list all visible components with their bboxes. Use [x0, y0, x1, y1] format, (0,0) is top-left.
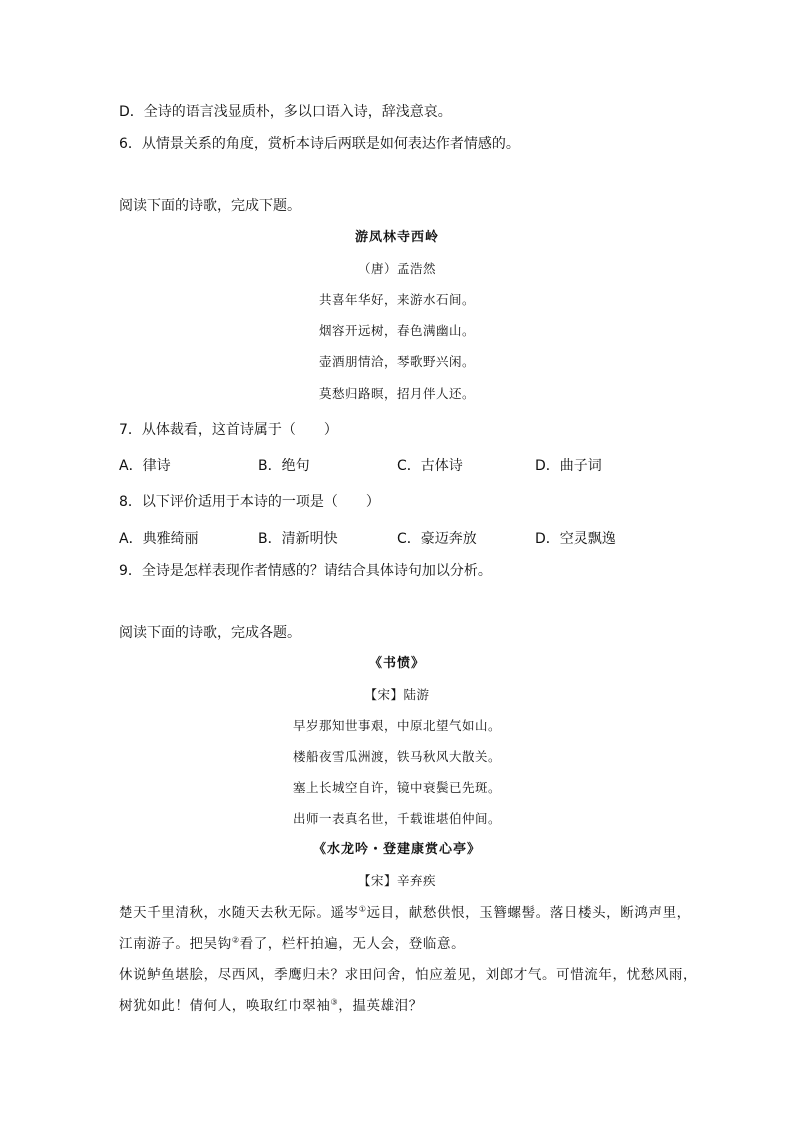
q7-option-d: D．曲子词 [535, 458, 602, 474]
poem-line: 烟容开远树，春色满幽山。 [318, 323, 475, 338]
section1-intro: 阅读下面的诗歌，完成下题。 [119, 198, 301, 214]
poem2-line [119, 903, 691, 923]
q5-option-d: D．全诗的语言浅显质朴，多以口语入诗，辞浅意哀。 [119, 104, 452, 120]
question-7: 7．从体裁看，这首诗属于（ ） [119, 422, 338, 438]
poem2-text: ，揾英雄泪？ [338, 998, 423, 1014]
q7-option-b: B．绝句 [258, 458, 310, 474]
poem-line: 共喜年华好，来游水石间。 [318, 292, 475, 307]
q7-option-a: A．律诗 [119, 458, 171, 474]
poem2-line: 休说鲈鱼堪脍，尽西风，季鹰归未？求田问舍，怕应羞见，刘郎才气。可惜流年，忧愁风雨， [119, 967, 698, 983]
poem1-line: 楼船夜雪瓜洲渡，铁马秋风大散关。 [292, 749, 501, 764]
poem1-line: 出师一表真名世，千载谁堪伯仲间。 [292, 811, 501, 826]
poem2-text: 江南游子。把吴钩 [119, 936, 232, 952]
poem1-title: 《书愤》 [368, 656, 425, 671]
poem-line: 壶酒朋情洽，琴歌野兴闲。 [318, 354, 475, 369]
poem2-title: 《水龙吟・登建康赏心亭》 [312, 842, 481, 857]
footnote-marker: ② [231, 935, 240, 945]
poem1-author: 【宋】陆游 [364, 687, 430, 702]
poem2-author: 【宋】辛弃疾 [357, 873, 436, 888]
poem-title: 游凤林寺西岭 [354, 230, 439, 245]
poem1-line: 塞上长城空自许，镜中衰鬓已先斑。 [292, 780, 501, 795]
footnote-marker: ③ [330, 997, 339, 1007]
poem2-line [119, 934, 465, 954]
poem-author: （唐）孟浩然 [357, 261, 436, 276]
poem2-text: 楚天千里清秋，水随天去秋无际。遥岑 [119, 905, 359, 921]
question-9: 9．全诗是怎样表现作者情感的？请结合具体诗句加以分析。 [119, 563, 492, 579]
footnote-marker: ① [358, 904, 367, 914]
q8-option-b: B．清新明快 [258, 531, 338, 547]
q8-option-c: C．豪迈奔放 [397, 531, 477, 547]
section2-intro: 阅读下面的诗歌，完成各题。 [119, 625, 301, 641]
question-8: 8．以下评价适用于本诗的一项是（ ） [119, 494, 380, 510]
q7-option-c: C．古体诗 [397, 458, 463, 474]
q8-option-a: A．典雅绮丽 [119, 531, 199, 547]
poem2-text: 远目，献愁供恨，玉簪螺髻。落日楼头，断鸿声里， [366, 905, 691, 921]
poem1-line: 早岁那知世事艰，中原北望气如山。 [292, 718, 501, 733]
q8-option-d: D．空灵飘逸 [535, 531, 616, 547]
poem2-line [119, 996, 423, 1016]
poem-line: 莫愁归路暝，招月伴人还。 [318, 386, 475, 401]
poem2-text: 树犹如此！倩何人，唤取红巾翠袖 [119, 998, 331, 1014]
poem2-text: 看了，栏杆拍遍，无人会，登临意。 [239, 936, 466, 952]
question-6: 6．从情景关系的角度，赏析本诗后两联是如何表达作者情感的。 [119, 136, 520, 152]
